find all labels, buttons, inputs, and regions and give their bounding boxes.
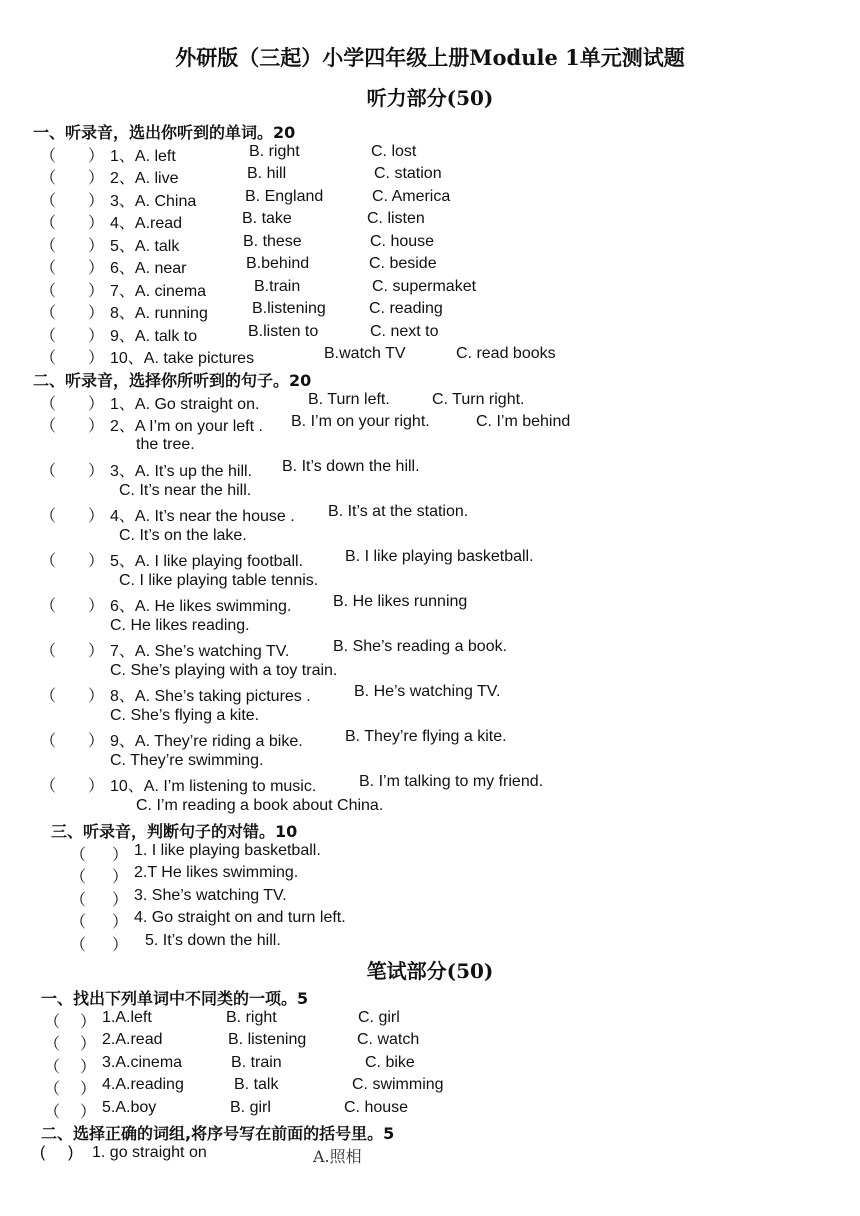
paren-open: （ <box>70 937 87 954</box>
paren-close: ） <box>112 914 129 931</box>
matching-row <box>40 1144 440 1166</box>
paren-close: ） <box>88 643 105 660</box>
option-b: B. I like playing basketball. <box>345 548 534 565</box>
paren-close: ） <box>88 350 105 367</box>
question-row <box>40 458 620 480</box>
paren-open: （ <box>44 1014 61 1031</box>
paren-close: ） <box>112 847 129 864</box>
option-b: B.listening <box>252 300 326 317</box>
paren-close: ) <box>68 1144 74 1161</box>
option-b: B.listen to <box>248 323 319 340</box>
statement-row <box>70 909 490 931</box>
question-row <box>40 165 600 187</box>
paren-open: （ <box>40 733 57 750</box>
paren-close: ） <box>112 937 129 954</box>
question-row <box>40 300 600 322</box>
option-b: B. I’m talking to my friend. <box>359 773 544 790</box>
listening-part2-heading: 二、听录音，选择你所听到的句子。20 <box>33 371 312 390</box>
option-b: B. I’m on your right. <box>291 413 430 430</box>
question-row <box>40 728 620 750</box>
statement-row <box>70 932 490 954</box>
question-row <box>44 1076 484 1098</box>
option-c: C. station <box>374 165 442 182</box>
question-row <box>40 278 600 300</box>
option-c: C. house <box>370 233 435 250</box>
paren-open: （ <box>40 305 57 322</box>
paren-open: （ <box>40 148 57 165</box>
option-a: 4、A.read <box>110 215 183 232</box>
question-row <box>40 503 620 525</box>
paren-close: ） <box>88 396 105 413</box>
option-a: 1.A.left <box>102 1009 152 1026</box>
option-a: 3、A. It’s up the hill. <box>110 463 253 480</box>
option-continuation: C. They’re swimming. <box>110 752 264 769</box>
writing-part1-heading: 一、找出下列单词中不同类的一项。5 <box>41 989 309 1008</box>
option-continuation: C. It’s near the hill. <box>119 482 252 499</box>
option-c: C. Turn right. <box>432 391 525 408</box>
paren-open: （ <box>44 1104 61 1121</box>
option-b: B. talk <box>234 1076 279 1093</box>
option-b: B. He likes running <box>333 593 468 610</box>
question-row <box>44 1054 484 1076</box>
paren-close: ） <box>88 553 105 570</box>
paren-close: ） <box>88 238 105 255</box>
option-continuation: C. She’s flying a kite. <box>110 707 260 724</box>
option-a: 6、A. He likes swimming. <box>110 598 292 615</box>
question-row <box>40 391 620 413</box>
question-row <box>40 593 620 615</box>
paren-open: （ <box>40 238 57 255</box>
option-b: B. right <box>226 1009 277 1026</box>
statement-row <box>70 887 490 909</box>
paren-close: ） <box>88 215 105 232</box>
paren-open: （ <box>40 778 57 795</box>
statement-row <box>70 864 490 886</box>
paren-close: ） <box>88 418 105 435</box>
option-continuation: C. I like playing table tennis. <box>119 572 319 589</box>
option-b: B. girl <box>230 1099 271 1116</box>
paren-open: （ <box>70 847 87 864</box>
paren-open: （ <box>40 215 57 232</box>
paren-close: ） <box>88 328 105 345</box>
option-c: C. girl <box>358 1009 400 1026</box>
listening-part3-heading: 三、听录音，判断句子的对错。10 <box>51 822 298 841</box>
option-continuation: C. It’s on the lake. <box>119 527 247 544</box>
paren-close: ） <box>88 193 105 210</box>
statement-text: 3. She’s watching TV. <box>134 887 287 904</box>
option-c: C. I’m behind <box>476 413 571 430</box>
option-b: B.behind <box>246 255 310 272</box>
paren-open: （ <box>40 170 57 187</box>
paren-close: ） <box>88 598 105 615</box>
option-b: B. They’re flying a kite. <box>345 728 507 745</box>
paren-close: ） <box>80 1104 97 1121</box>
paren-close: ） <box>80 1014 97 1031</box>
option-c: C. house <box>344 1099 409 1116</box>
paren-open: （ <box>40 260 57 277</box>
option-c: C. supermaket <box>372 278 477 295</box>
paren-close: ） <box>80 1036 97 1053</box>
paren-close: ） <box>88 283 105 300</box>
option-b: B. listening <box>228 1031 307 1048</box>
question-row <box>40 683 620 705</box>
question-row <box>40 413 620 435</box>
option-a: 9、A. They’re riding a bike. <box>110 733 303 750</box>
paren-open: ( <box>40 1144 46 1161</box>
statement-text: 1. I like playing basketball. <box>134 842 321 859</box>
paren-open: （ <box>44 1081 61 1098</box>
phrase-right: A.照相 <box>313 1147 362 1166</box>
option-c: C. swimming <box>352 1076 444 1093</box>
paren-open: （ <box>70 869 87 886</box>
question-row <box>40 638 620 660</box>
question-row <box>40 255 600 277</box>
option-b: B. Turn left. <box>308 391 390 408</box>
question-row <box>44 1009 484 1031</box>
paren-close: ） <box>88 148 105 165</box>
option-c: C. next to <box>370 323 439 340</box>
option-b: B. He’s watching TV. <box>354 683 501 700</box>
option-b: B. She’s reading a book. <box>333 638 508 655</box>
option-a: 2、A. live <box>110 170 179 187</box>
option-c: C. America <box>372 188 451 205</box>
paren-open: （ <box>40 350 57 367</box>
option-a: 10、A. I’m listening to music. <box>110 778 317 795</box>
option-a: 3.A.cinema <box>102 1054 183 1071</box>
option-continuation: C. I’m reading a book about China. <box>136 797 384 814</box>
question-row <box>40 345 600 367</box>
option-a: 5.A.boy <box>102 1099 157 1116</box>
paren-close: ） <box>112 869 129 886</box>
option-a: 8、A. running <box>110 305 208 322</box>
statement-text: 5. It’s down the hill. <box>145 932 281 949</box>
option-a: 1、A. Go straight on. <box>110 396 260 413</box>
question-row <box>40 548 620 570</box>
question-row <box>40 188 600 210</box>
phrase-left: 1. go straight on <box>92 1144 207 1161</box>
question-row <box>40 233 600 255</box>
paren-close: ） <box>80 1081 97 1098</box>
paren-close: ） <box>88 463 105 480</box>
option-continuation: the tree. <box>136 436 195 453</box>
writing-section-title: 笔试部分(50) <box>366 959 494 983</box>
paren-open: （ <box>40 688 57 705</box>
paren-close: ） <box>88 260 105 277</box>
option-b: B. these <box>243 233 302 250</box>
writing-part2-heading: 二、选择正确的词组,将序号写在前面的括号里。5 <box>41 1124 395 1143</box>
paren-close: ） <box>112 892 129 909</box>
paren-open: （ <box>44 1036 61 1053</box>
option-a: 2、A I’m on your left . <box>110 418 263 435</box>
paren-open: （ <box>44 1059 61 1076</box>
option-c: C. listen <box>367 210 425 227</box>
option-b: B. train <box>231 1054 282 1071</box>
option-a: 4.A.reading <box>102 1076 184 1093</box>
paren-close: ） <box>80 1059 97 1076</box>
option-a: 2.A.read <box>102 1031 163 1048</box>
option-b: B. England <box>245 188 324 205</box>
option-a: 3、A. China <box>110 193 197 210</box>
paren-open: （ <box>40 463 57 480</box>
option-continuation: C. He likes reading. <box>110 617 250 634</box>
question-row <box>40 143 600 165</box>
paren-open: （ <box>40 508 57 525</box>
option-a: 8、A. She’s taking pictures . <box>110 688 311 705</box>
statement-text: 2.T He likes swimming. <box>134 864 299 881</box>
paren-open: （ <box>40 283 57 300</box>
paren-close: ） <box>88 508 105 525</box>
option-a: 7、A. She’s watching TV. <box>110 643 290 660</box>
option-c: C. watch <box>357 1031 420 1048</box>
option-a: 7、A. cinema <box>110 283 207 300</box>
paren-open: （ <box>70 892 87 909</box>
answer-blank[interactable] <box>50 1144 70 1164</box>
question-row <box>40 773 620 795</box>
statement-row <box>70 842 490 864</box>
listening-section-title: 听力部分(50) <box>366 86 494 110</box>
option-continuation: C. She’s playing with a toy train. <box>110 662 338 679</box>
paren-open: （ <box>70 914 87 931</box>
paren-open: （ <box>40 598 57 615</box>
question-row <box>44 1099 484 1121</box>
paren-open: （ <box>40 553 57 570</box>
question-row <box>44 1031 484 1053</box>
option-c: C. read books <box>456 345 556 362</box>
paren-close: ） <box>88 305 105 322</box>
option-a: 4、A. It’s near the house . <box>110 508 295 525</box>
paren-open: （ <box>40 396 57 413</box>
option-b: B.train <box>254 278 301 295</box>
paren-open: （ <box>40 418 57 435</box>
option-a: 6、A. near <box>110 260 187 277</box>
option-b: B.watch TV <box>324 345 406 362</box>
option-c: C. lost <box>371 143 417 160</box>
option-a: 10、A. take pictures <box>110 350 255 367</box>
option-b: B. It’s down the hill. <box>282 458 420 475</box>
paren-open: （ <box>40 643 57 660</box>
paren-close: ） <box>88 170 105 187</box>
option-a: 9、A. talk to <box>110 328 198 345</box>
statement-text: 4. Go straight on and turn left. <box>134 909 346 926</box>
paren-close: ） <box>88 733 105 750</box>
question-row <box>40 323 600 345</box>
paren-close: ） <box>88 778 105 795</box>
option-b: B. hill <box>247 165 287 182</box>
option-c: C. reading <box>369 300 443 317</box>
question-row <box>40 210 600 232</box>
listening-part1-heading: 一、听录音，选出你听到的单词。20 <box>33 123 296 142</box>
paren-open: （ <box>40 193 57 210</box>
option-a: 5、A. talk <box>110 238 180 255</box>
option-c: C. beside <box>369 255 437 272</box>
option-a: 5、A. I like playing football. <box>110 553 303 570</box>
paren-close: ） <box>88 688 105 705</box>
document-title: 外研版（三起）小学四年级上册Module 1单元测试题 <box>175 45 685 70</box>
option-a: 1、A. left <box>110 148 176 165</box>
option-b: B. It’s at the station. <box>328 503 469 520</box>
paren-open: （ <box>40 328 57 345</box>
option-c: C. bike <box>365 1054 415 1071</box>
option-b: B. right <box>249 143 300 160</box>
option-b: B. take <box>242 210 292 227</box>
